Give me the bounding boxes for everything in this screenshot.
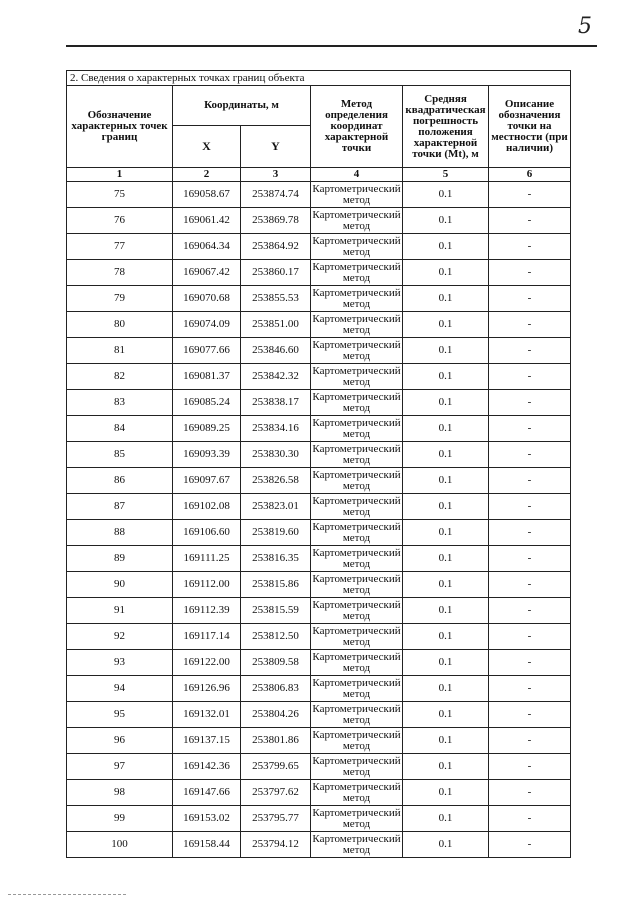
method-cell — [311, 442, 403, 468]
column-number: 1 — [67, 168, 173, 182]
point-cell: 95 — [67, 702, 173, 728]
point-cell: 91 — [67, 598, 173, 624]
x-coordinate-cell: 169158.44 — [173, 832, 241, 858]
method-cell — [311, 260, 403, 286]
y-coordinate-cell: 253834.16 — [241, 416, 311, 442]
y-coordinate-cell: 253799.65 — [241, 754, 311, 780]
description-cell: - — [489, 754, 571, 780]
description-cell: - — [489, 624, 571, 650]
y-coordinate-cell: 253816.35 — [241, 546, 311, 572]
method-line-1: Картометрический — [312, 572, 401, 585]
description-cell: - — [489, 494, 571, 520]
table-row — [67, 520, 571, 546]
method-line-2: метод — [342, 193, 371, 206]
method-line-2: метод — [342, 791, 371, 804]
method-cell — [311, 338, 403, 364]
top-rule — [66, 45, 597, 47]
accuracy-cell: 0.1 — [403, 754, 489, 780]
description-cell: - — [489, 182, 571, 208]
method-line-2: метод — [342, 349, 371, 362]
description-cell: - — [489, 390, 571, 416]
table-row — [67, 780, 571, 806]
method-line-1: Картометрический — [312, 546, 401, 559]
x-coordinate-cell: 169117.14 — [173, 624, 241, 650]
accuracy-cell: 0.1 — [403, 494, 489, 520]
y-coordinate-cell: 253855.53 — [241, 286, 311, 312]
accuracy-cell: 0.1 — [403, 676, 489, 702]
description-cell: - — [489, 546, 571, 572]
y-coordinate-cell: 253819.60 — [241, 520, 311, 546]
method-line-2: метод — [342, 219, 371, 232]
y-coordinate-cell: 253801.86 — [241, 728, 311, 754]
method-cell — [311, 208, 403, 234]
header-method: Метод определения координат характерной точки — [311, 86, 403, 168]
x-coordinate-cell: 169111.25 — [173, 546, 241, 572]
accuracy-cell: 0.1 — [403, 234, 489, 260]
y-coordinate-cell: 253815.86 — [241, 572, 311, 598]
point-cell: 100 — [67, 832, 173, 858]
accuracy-cell: 0.1 — [403, 286, 489, 312]
method-line-1: Картометрический — [312, 832, 401, 845]
column-number: 6 — [489, 168, 571, 182]
x-coordinate-cell: 169106.60 — [173, 520, 241, 546]
accuracy-cell: 0.1 — [403, 520, 489, 546]
method-line-2: метод — [342, 661, 371, 674]
column-number: 2 — [173, 168, 241, 182]
accuracy-cell: 0.1 — [403, 442, 489, 468]
y-coordinate-cell: 253851.00 — [241, 312, 311, 338]
table-row — [67, 416, 571, 442]
method-line-1: Картометрический — [312, 598, 401, 611]
method-line-1: Картометрический — [312, 286, 401, 299]
table-row — [67, 286, 571, 312]
accuracy-cell: 0.1 — [403, 338, 489, 364]
method-line-2: метод — [342, 713, 371, 726]
method-line-2: метод — [342, 297, 371, 310]
y-coordinate-cell: 253846.60 — [241, 338, 311, 364]
x-coordinate-cell: 169147.66 — [173, 780, 241, 806]
table-row — [67, 182, 571, 208]
y-coordinate-cell: 253826.58 — [241, 468, 311, 494]
y-coordinate-cell: 253812.50 — [241, 624, 311, 650]
method-line-1: Картометрический — [312, 234, 401, 247]
x-coordinate-cell: 169137.15 — [173, 728, 241, 754]
method-line-1: Картометрический — [312, 260, 401, 273]
point-cell: 85 — [67, 442, 173, 468]
x-coordinate-cell: 169112.39 — [173, 598, 241, 624]
table-row — [67, 624, 571, 650]
y-coordinate-cell: 253830.30 — [241, 442, 311, 468]
page-number: 5 — [578, 14, 592, 39]
method-line-1: Картометрический — [312, 208, 401, 221]
y-coordinate-cell: 253795.77 — [241, 806, 311, 832]
method-line-2: метод — [342, 479, 371, 492]
table-row — [67, 208, 571, 234]
table-row — [67, 260, 571, 286]
table-row — [67, 832, 571, 858]
y-coordinate-cell: 253794.12 — [241, 832, 311, 858]
point-cell: 81 — [67, 338, 173, 364]
x-coordinate-cell: 169074.09 — [173, 312, 241, 338]
method-line-1: Картометрический — [312, 780, 401, 793]
description-cell: - — [489, 728, 571, 754]
point-cell: 88 — [67, 520, 173, 546]
table-row — [67, 546, 571, 572]
accuracy-cell: 0.1 — [403, 546, 489, 572]
column-number: 4 — [311, 168, 403, 182]
description-cell: - — [489, 780, 571, 806]
point-cell: 77 — [67, 234, 173, 260]
method-line-2: метод — [342, 245, 371, 258]
description-cell: - — [489, 702, 571, 728]
point-cell: 99 — [67, 806, 173, 832]
table-row — [67, 754, 571, 780]
method-cell — [311, 832, 403, 858]
header-designation: Обозначение характерных точек границ — [67, 86, 173, 168]
method-cell — [311, 520, 403, 546]
y-coordinate-cell: 253838.17 — [241, 390, 311, 416]
y-coordinate-cell: 253823.01 — [241, 494, 311, 520]
x-coordinate-cell: 169097.67 — [173, 468, 241, 494]
x-coordinate-cell: 169089.25 — [173, 416, 241, 442]
method-line-1: Картометрический — [312, 650, 401, 663]
method-cell — [311, 702, 403, 728]
x-coordinate-cell: 169061.42 — [173, 208, 241, 234]
method-cell — [311, 416, 403, 442]
description-cell: - — [489, 650, 571, 676]
column-number: 3 — [241, 168, 311, 182]
method-line-1: Картометрический — [312, 468, 401, 481]
method-cell — [311, 624, 403, 650]
point-cell: 82 — [67, 364, 173, 390]
y-coordinate-cell: 253797.62 — [241, 780, 311, 806]
description-cell: - — [489, 676, 571, 702]
table-row — [67, 676, 571, 702]
method-line-1: Картометрический — [312, 364, 401, 377]
point-cell: 86 — [67, 468, 173, 494]
x-coordinate-cell: 169064.34 — [173, 234, 241, 260]
method-cell — [311, 312, 403, 338]
table-row — [67, 806, 571, 832]
y-coordinate-cell: 253860.17 — [241, 260, 311, 286]
point-cell: 97 — [67, 754, 173, 780]
method-line-1: Картометрический — [312, 494, 401, 507]
accuracy-cell: 0.1 — [403, 260, 489, 286]
method-cell — [311, 676, 403, 702]
method-line-2: метод — [342, 635, 371, 648]
accuracy-cell: 0.1 — [403, 806, 489, 832]
x-coordinate-cell: 169126.96 — [173, 676, 241, 702]
point-cell: 87 — [67, 494, 173, 520]
method-cell — [311, 754, 403, 780]
header-x: X — [173, 126, 241, 168]
accuracy-cell: 0.1 — [403, 624, 489, 650]
table-row — [67, 702, 571, 728]
description-cell: - — [489, 208, 571, 234]
method-line-2: метод — [342, 401, 371, 414]
point-cell: 76 — [67, 208, 173, 234]
method-line-2: метод — [342, 505, 371, 518]
method-line-2: метод — [342, 583, 371, 596]
method-cell — [311, 806, 403, 832]
method-line-1: Картометрический — [312, 702, 401, 715]
boundary-points-table — [66, 70, 571, 858]
accuracy-cell: 0.1 — [403, 702, 489, 728]
x-coordinate-cell: 169070.68 — [173, 286, 241, 312]
method-line-2: метод — [342, 843, 371, 856]
table-row — [67, 234, 571, 260]
method-line-2: метод — [342, 817, 371, 830]
point-cell: 78 — [67, 260, 173, 286]
footer-rule — [8, 894, 126, 895]
description-cell: - — [489, 286, 571, 312]
method-line-1: Картометрический — [312, 338, 401, 351]
x-coordinate-cell: 169122.00 — [173, 650, 241, 676]
description-cell: - — [489, 520, 571, 546]
description-cell: - — [489, 572, 571, 598]
x-coordinate-cell: 169067.42 — [173, 260, 241, 286]
method-line-2: метод — [342, 323, 371, 336]
method-cell — [311, 650, 403, 676]
section-title: 2. Сведения о характерных точках границ объекта — [67, 71, 571, 86]
point-cell: 79 — [67, 286, 173, 312]
point-cell: 94 — [67, 676, 173, 702]
x-coordinate-cell: 169058.67 — [173, 182, 241, 208]
column-number: 5 — [403, 168, 489, 182]
method-cell — [311, 572, 403, 598]
table-row — [67, 312, 571, 338]
table-row — [67, 364, 571, 390]
x-coordinate-cell: 169132.01 — [173, 702, 241, 728]
accuracy-cell: 0.1 — [403, 364, 489, 390]
point-cell: 96 — [67, 728, 173, 754]
point-cell: 84 — [67, 416, 173, 442]
header-y: Y — [241, 126, 311, 168]
y-coordinate-cell: 253864.92 — [241, 234, 311, 260]
method-cell — [311, 286, 403, 312]
accuracy-cell: 0.1 — [403, 572, 489, 598]
description-cell: - — [489, 468, 571, 494]
table-row — [67, 650, 571, 676]
description-cell: - — [489, 832, 571, 858]
method-cell — [311, 468, 403, 494]
accuracy-cell: 0.1 — [403, 650, 489, 676]
table-row — [67, 728, 571, 754]
table-row — [67, 442, 571, 468]
description-cell: - — [489, 338, 571, 364]
accuracy-cell: 0.1 — [403, 182, 489, 208]
point-cell: 90 — [67, 572, 173, 598]
method-cell — [311, 546, 403, 572]
method-line-2: метод — [342, 765, 371, 778]
y-coordinate-cell: 253815.59 — [241, 598, 311, 624]
method-line-2: метод — [342, 687, 371, 700]
description-cell: - — [489, 442, 571, 468]
point-cell: 80 — [67, 312, 173, 338]
header-accuracy: Средняя квадратическая погрешность положения характерной точки (Mt), м — [403, 86, 489, 168]
method-line-1: Картометрический — [312, 754, 401, 767]
description-cell: - — [489, 234, 571, 260]
method-cell — [311, 390, 403, 416]
table-row — [67, 494, 571, 520]
method-line-1: Картометрический — [312, 728, 401, 741]
x-coordinate-cell: 169093.39 — [173, 442, 241, 468]
method-line-2: метод — [342, 427, 371, 440]
description-cell: - — [489, 598, 571, 624]
table-row — [67, 572, 571, 598]
method-line-2: метод — [342, 453, 371, 466]
x-coordinate-cell: 169081.37 — [173, 364, 241, 390]
y-coordinate-cell: 253869.78 — [241, 208, 311, 234]
point-cell: 98 — [67, 780, 173, 806]
method-line-2: метод — [342, 271, 371, 284]
point-cell: 93 — [67, 650, 173, 676]
method-line-1: Картометрический — [312, 182, 401, 195]
method-line-1: Картометрический — [312, 416, 401, 429]
method-line-2: метод — [342, 739, 371, 752]
method-cell — [311, 780, 403, 806]
point-cell: 89 — [67, 546, 173, 572]
method-line-1: Картометрический — [312, 442, 401, 455]
method-cell — [311, 182, 403, 208]
accuracy-cell: 0.1 — [403, 728, 489, 754]
description-cell: - — [489, 416, 571, 442]
header-coordinates: Координаты, м — [173, 86, 311, 126]
y-coordinate-cell: 253804.26 — [241, 702, 311, 728]
accuracy-cell: 0.1 — [403, 468, 489, 494]
x-coordinate-cell: 169102.08 — [173, 494, 241, 520]
x-coordinate-cell: 169085.24 — [173, 390, 241, 416]
method-line-1: Картометрический — [312, 520, 401, 533]
description-cell: - — [489, 260, 571, 286]
accuracy-cell: 0.1 — [403, 780, 489, 806]
accuracy-cell: 0.1 — [403, 598, 489, 624]
y-coordinate-cell: 253806.83 — [241, 676, 311, 702]
y-coordinate-cell: 253809.58 — [241, 650, 311, 676]
table-row — [67, 390, 571, 416]
description-cell: - — [489, 364, 571, 390]
method-line-2: метод — [342, 375, 371, 388]
accuracy-cell: 0.1 — [403, 832, 489, 858]
method-cell — [311, 494, 403, 520]
method-line-1: Картометрический — [312, 624, 401, 637]
x-coordinate-cell: 169142.36 — [173, 754, 241, 780]
method-line-2: метод — [342, 557, 371, 570]
x-coordinate-cell: 169112.00 — [173, 572, 241, 598]
description-cell: - — [489, 806, 571, 832]
column-numbers-row — [67, 168, 571, 182]
accuracy-cell: 0.1 — [403, 312, 489, 338]
x-coordinate-cell: 169153.02 — [173, 806, 241, 832]
table-row — [67, 338, 571, 364]
point-cell: 75 — [67, 182, 173, 208]
method-line-1: Картометрический — [312, 806, 401, 819]
description-cell: - — [489, 312, 571, 338]
point-cell: 83 — [67, 390, 173, 416]
method-cell — [311, 364, 403, 390]
method-cell — [311, 598, 403, 624]
accuracy-cell: 0.1 — [403, 208, 489, 234]
point-cell: 92 — [67, 624, 173, 650]
method-line-1: Картометрический — [312, 312, 401, 325]
method-line-2: метод — [342, 531, 371, 544]
y-coordinate-cell: 253842.32 — [241, 364, 311, 390]
x-coordinate-cell: 169077.66 — [173, 338, 241, 364]
y-coordinate-cell: 253874.74 — [241, 182, 311, 208]
table-row — [67, 598, 571, 624]
method-line-1: Картометрический — [312, 390, 401, 403]
method-line-1: Картометрический — [312, 676, 401, 689]
method-cell — [311, 728, 403, 754]
method-cell — [311, 234, 403, 260]
table-row — [67, 468, 571, 494]
method-line-2: метод — [342, 609, 371, 622]
accuracy-cell: 0.1 — [403, 390, 489, 416]
accuracy-cell: 0.1 — [403, 416, 489, 442]
header-description: Описание обозначения точки на местности (при наличии) — [489, 86, 571, 168]
